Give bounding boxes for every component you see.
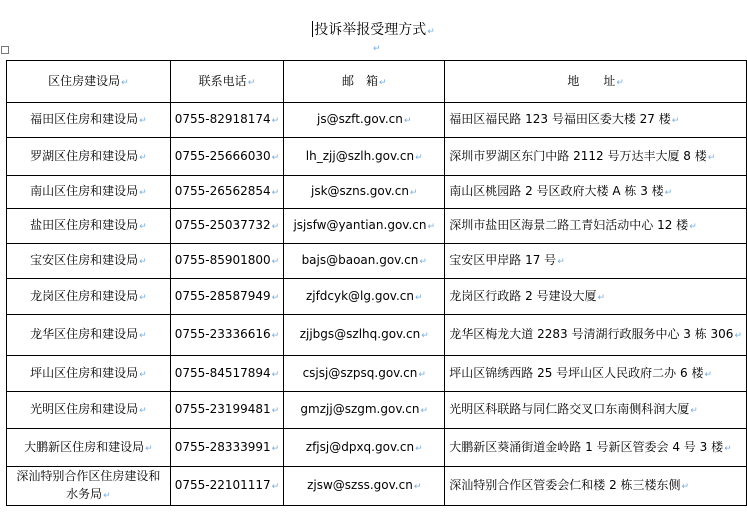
email-text: zjsw@szss.gov.cn xyxy=(307,478,413,492)
paragraph-mark-icon: ↵ xyxy=(689,222,697,232)
cell-bureau xyxy=(7,392,171,429)
cell-bureau xyxy=(7,315,171,356)
cell-address xyxy=(445,392,747,429)
cell-email xyxy=(284,315,445,356)
cell-email xyxy=(284,356,445,392)
cell-email xyxy=(284,176,445,209)
cell-address xyxy=(445,279,747,315)
paragraph-mark-icon: ↵ xyxy=(271,257,280,267)
paragraph-mark-icon: ↵ xyxy=(271,369,280,380)
table-row xyxy=(7,315,747,356)
address-text: 龙华区梅龙大道 2283 号清湖行政服务中心 3 栋 306 xyxy=(449,327,734,341)
table-row xyxy=(7,209,747,244)
email-text: jsk@szns.gov.cn xyxy=(311,184,409,198)
cell-bureau xyxy=(7,279,171,315)
paragraph-mark-icon: ↵ xyxy=(420,406,429,416)
header-address: 地 址↵ xyxy=(445,61,747,103)
paragraph-mark-icon: ↵ xyxy=(271,292,280,303)
phone-text: 0755-25037732 xyxy=(174,218,271,232)
phone-text: 0755-25666030 xyxy=(174,148,271,163)
email-text: gmzjj@szgm.gov.cn xyxy=(300,402,420,416)
phone-text: 0755-28587949 xyxy=(174,288,271,303)
paragraph-mark-icon: ↵ xyxy=(271,188,280,198)
cell-bureau xyxy=(7,356,171,392)
phone-text: 0755-84517894 xyxy=(174,365,271,380)
cell-phone xyxy=(170,315,284,356)
address-text: 深汕特别合作区管委会仁和楼 2 栋三楼东侧 xyxy=(449,478,681,492)
paragraph-mark-icon: ↵ xyxy=(414,292,423,303)
email-text: bajs@baoan.gov.cn xyxy=(301,253,419,267)
table-header-row xyxy=(7,61,747,103)
bureau-text: 罗湖区住房和建设局 xyxy=(30,148,139,163)
paragraph-mark-icon: ↵ xyxy=(139,152,147,163)
bureau-text: 南山区住房和建设局 xyxy=(30,184,139,198)
cell-address xyxy=(445,176,747,209)
address-text: 南山区桃园路 2 号区政府大楼 A 栋 3 楼 xyxy=(449,184,664,198)
email-text: lh_zjj@szlh.gov.cn xyxy=(305,148,415,163)
paragraph-mark-icon: ↵ xyxy=(419,257,427,267)
phone-text: 0755-85901800 xyxy=(174,253,271,267)
cell-phone xyxy=(170,392,284,429)
phone-text: 0755-82918174 xyxy=(174,112,271,126)
paragraph-mark-icon: ↵ xyxy=(681,482,690,492)
cell-email xyxy=(284,467,445,506)
cell-address xyxy=(445,209,747,244)
cell-phone xyxy=(170,138,284,176)
bureau-text: 福田区住房和建设局 xyxy=(30,112,139,126)
table-row xyxy=(7,429,747,467)
cell-phone xyxy=(170,244,284,279)
paragraph-mark-icon: ↵ xyxy=(139,222,147,232)
paragraph-mark-icon: ↵ xyxy=(557,257,565,267)
table-row xyxy=(7,279,747,315)
table-row xyxy=(7,138,747,176)
paragraph-mark-icon: ↵ xyxy=(271,222,280,232)
cell-bureau xyxy=(7,176,171,209)
paragraph-mark-icon: ↵ xyxy=(413,482,422,492)
cell-email xyxy=(284,103,445,138)
bureau-text: 龙岗区住房和建设局 xyxy=(30,288,139,303)
paragraph-mark-icon: ↵ xyxy=(724,443,732,454)
bureau-text: 坪山区住房和建设局 xyxy=(30,365,139,380)
paragraph-mark-icon: ↵ xyxy=(139,292,147,303)
cell-phone xyxy=(170,103,284,138)
paragraph-mark-icon: ↵ xyxy=(415,152,423,163)
cell-email xyxy=(284,138,445,176)
phone-text: 0755-23199481 xyxy=(174,402,271,416)
paragraph-mark-icon: ↵ xyxy=(734,331,742,341)
cell-bureau xyxy=(7,429,171,467)
paragraph-mark-icon: ↵ xyxy=(145,443,153,454)
email-text: jsjsfw@yantian.gov.cn xyxy=(293,218,427,232)
table-row xyxy=(7,244,747,279)
address-text: 坪山区锦绣西路 25 号坪山区人民政府二办 6 楼 xyxy=(449,365,704,380)
table-move-handle-icon[interactable] xyxy=(1,46,9,54)
address-text: 深圳市罗湖区东门中路 2112 号万达丰大厦 8 楼 xyxy=(449,148,707,163)
bureau-text: 光明区住房和建设局 xyxy=(30,402,139,416)
paragraph-mark-icon: ↵ xyxy=(704,369,712,380)
cell-phone xyxy=(170,176,284,209)
paragraph-mark-icon: ↵ xyxy=(664,188,673,198)
address-text: 光明区科联路与同仁路交叉口东南侧科润大厦 xyxy=(449,402,690,416)
email-text: zfjsj@dpxq.gov.cn xyxy=(305,439,415,454)
paragraph-mark-icon: ↵ xyxy=(415,443,423,454)
cell-address xyxy=(445,244,747,279)
paragraph-mark-icon: ↵ xyxy=(271,443,280,454)
table-row xyxy=(7,467,747,506)
cell-bureau xyxy=(7,467,171,506)
table-row xyxy=(7,103,747,138)
paragraph-mark-icon: ↵ xyxy=(707,152,716,163)
paragraph-mark-icon: ↵ xyxy=(139,188,147,198)
email-text: zjjbgs@szlhq.gov.cn xyxy=(299,327,421,341)
table-row xyxy=(7,176,747,209)
address-text: 宝安区甲岸路 17 号 xyxy=(449,253,557,267)
paragraph-mark-icon: ↵ xyxy=(690,406,698,416)
document-title-text: 投诉举报受理方式 xyxy=(314,22,427,38)
paragraph-mark-icon: ↵ xyxy=(139,406,147,416)
bureau-text: 深汕特别合作区住房建设和水务局 xyxy=(16,469,161,501)
cell-bureau xyxy=(7,209,171,244)
bureau-text: 龙华区住房和建设局 xyxy=(30,327,139,341)
paragraph-mark-icon: ↵ xyxy=(271,331,280,341)
paragraph-mark-icon: ↵ xyxy=(427,222,436,232)
bureau-text: 大鹏新区住房和建设局 xyxy=(24,439,145,454)
cell-email xyxy=(284,209,445,244)
cell-phone xyxy=(170,209,284,244)
phone-text: 0755-23336616 xyxy=(174,327,271,341)
paragraph-mark-icon: ↵ xyxy=(139,331,147,341)
cell-address xyxy=(445,356,747,392)
phone-text: 0755-28333991 xyxy=(174,439,271,454)
bureau-text: 宝安区住房和建设局 xyxy=(30,253,139,267)
cell-email xyxy=(284,392,445,429)
paragraph-mark-icon: ↵ xyxy=(139,116,147,126)
bureau-text: 盐田区住房和建设局 xyxy=(30,218,139,232)
cell-email xyxy=(284,429,445,467)
paragraph-mark-icon: ↵ xyxy=(271,116,280,126)
paragraph-mark-icon: ↵ xyxy=(409,188,418,198)
cell-bureau xyxy=(7,244,171,279)
email-text: zjfdcyk@lg.gov.cn xyxy=(305,288,414,303)
header-phone: 联系电话↵ xyxy=(170,61,284,103)
email-text: js@szft.gov.cn xyxy=(317,112,403,126)
header-email: 邮 箱↵ xyxy=(284,61,445,103)
table-row xyxy=(7,356,747,392)
paragraph-mark-icon: ↵ xyxy=(139,369,147,380)
cell-phone xyxy=(170,429,284,467)
cell-address xyxy=(445,467,747,506)
cell-address xyxy=(445,315,747,356)
phone-text: 0755-26562854 xyxy=(174,184,271,198)
contact-table xyxy=(6,60,747,506)
cell-address xyxy=(445,138,747,176)
address-text: 福田区福民路 123 号福田区委大楼 27 楼 xyxy=(449,112,671,126)
document-title xyxy=(0,20,747,42)
paragraph-mark-icon: ↵ xyxy=(271,406,280,416)
cell-phone xyxy=(170,356,284,392)
email-text: csjsj@szpsq.gov.cn xyxy=(302,365,418,380)
cell-address xyxy=(445,429,747,467)
paragraph-mark-icon: ↵ xyxy=(421,331,429,341)
address-text: 大鹏新区葵涌街道金岭路 1 号新区管委会 4 号 3 楼 xyxy=(449,439,724,454)
cell-email xyxy=(284,279,445,315)
cell-phone xyxy=(170,279,284,315)
paragraph-mark-icon: ↵ xyxy=(418,369,426,380)
paragraph-mark-icon: ↵ xyxy=(139,257,147,267)
cell-phone xyxy=(170,467,284,506)
address-text: 龙岗区行政路 2 号建设大厦 xyxy=(449,288,597,303)
cell-email xyxy=(284,244,445,279)
paragraph-mark-icon: ↵ xyxy=(597,292,606,303)
address-text: 深圳市盐田区海景二路工青妇活动中心 12 楼 xyxy=(449,218,689,232)
phone-text: 0755-22101117 xyxy=(174,478,271,492)
paragraph-mark-icon: ↵ xyxy=(373,44,381,54)
cell-bureau xyxy=(7,138,171,176)
paragraph-mark-icon: ↵ xyxy=(403,116,412,126)
paragraph-mark-icon: ↵ xyxy=(271,152,280,163)
paragraph-mark-icon: ↵ xyxy=(427,27,435,37)
cell-address xyxy=(445,103,747,138)
paragraph-mark-icon: ↵ xyxy=(103,491,111,501)
header-bureau: 区住房建设局↵ xyxy=(7,61,171,103)
table-row xyxy=(7,392,747,429)
paragraph-mark-icon: ↵ xyxy=(671,116,680,126)
cell-bureau xyxy=(7,103,171,138)
paragraph-mark-icon: ↵ xyxy=(271,482,280,492)
